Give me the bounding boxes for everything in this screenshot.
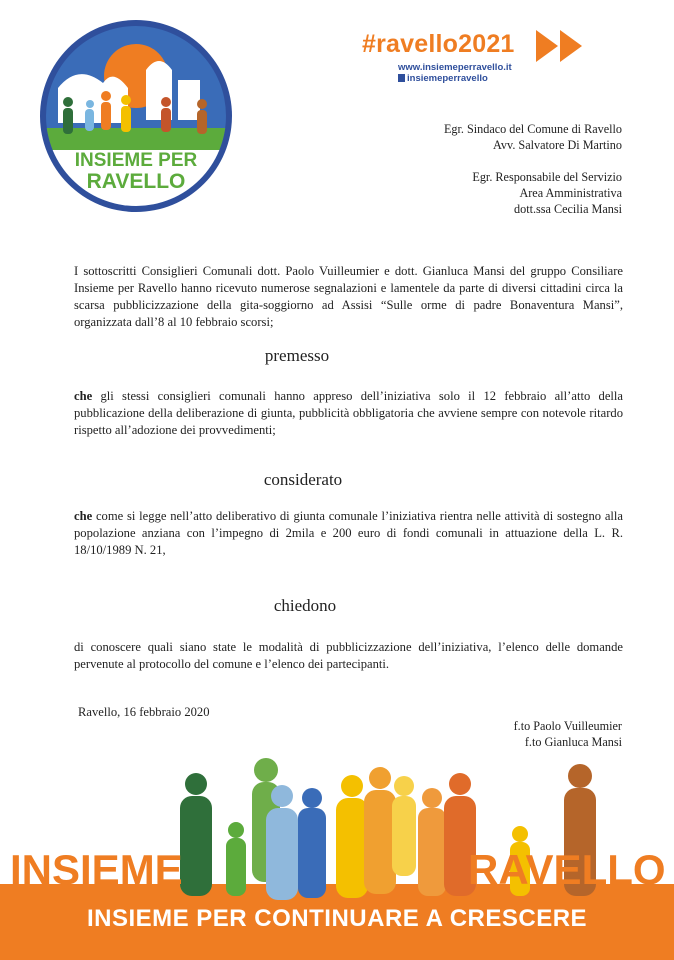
footer-word-left: INSIEME: [10, 846, 183, 893]
intro-paragraph: I sottoscritti Consiglieri Comunali dott. Paolo Vuilleumier e dott. Gianluca Mansi del gruppo Consiliare Insieme per Ravello hanno ricevuto numerose segnalazioni e lamentele da parte di diversi cittadini circa la scarsa pubblicizzazione della gita-soggiorno ad Assisi “Sulle orme di padre Bonaventura Mansi”, organizzata dall’8 al 10 febbraio scorsi;: [74, 264, 623, 329]
che-bold: che: [74, 389, 93, 403]
addressee-line: Avv. Salvatore Di Martino: [493, 138, 622, 152]
signature-line: f.to Paolo Vuilleumier: [513, 719, 622, 733]
signatures: [514, 718, 622, 750]
hashtag: #ravello2021: [362, 30, 515, 58]
facebook-icon: [398, 74, 405, 82]
insieme-per-ravello-logo: [38, 18, 234, 214]
addressee-line: Egr. Sindaco del Comune di Ravello: [443, 122, 622, 136]
considerato-paragraph: [74, 508, 623, 559]
footer-word-right: RAVELLO: [468, 846, 666, 893]
premesso-paragraph: [74, 388, 623, 439]
heading-premesso: premesso: [264, 346, 330, 365]
logo-line1: INSIEME PER: [74, 150, 198, 171]
footer-slogan: INSIEME PER CONTINUARE A CRESCERE: [86, 905, 588, 932]
logo-line2: RAVELLO: [86, 170, 186, 193]
heading-considerato: considerato: [263, 470, 343, 489]
addressee-line: Area Amministrativa: [519, 186, 622, 200]
che-bold: che: [74, 509, 93, 523]
premesso-text: gli stessi consiglieri comunali hanno appreso dell’iniziativa solo il 12 febbraio all’atto della pubblicazione della deliberazione di giunta, pubblicità obbligatoria che avviene sempre con notevole ritardo rispetto all’adozione dei provvedimenti;: [74, 389, 623, 437]
heading-chiedono: chiedono: [273, 596, 337, 615]
chiedono-paragraph: di conoscere quali siano state le modalità di pubblicizzazione dell’iniziativa, l’elenco delle domande pervenute al protocollo del comune e l’elenco dei partecipanti.: [74, 640, 623, 671]
considerato-text: come si legge nell’atto deliberativo di giunta comunale l’iniziativa rientra nelle attività di sostegno alla popolazione anziana con l’impegno di 2mila e 200 euro di fondi comunali in attuazione della L. R. 18/10/1989 N. 21,: [74, 509, 623, 557]
double-arrow-icon: [536, 30, 588, 62]
social-link[interactable]: [398, 73, 512, 84]
signature-line: f.to Gianluca Mansi: [524, 735, 622, 749]
letter-date: Ravello, 16 febbraio 2020: [78, 705, 210, 719]
addressee-manager: [472, 169, 622, 217]
addressee-mayor: [444, 121, 622, 153]
contact-links: [398, 62, 512, 84]
website-link[interactable]: www.insiemeperravello.it: [398, 62, 512, 73]
addressee-line: dott.ssa Cecilia Mansi: [514, 202, 622, 216]
addressee-line: Egr. Responsabile del Servizio: [472, 170, 622, 184]
social-handle: insiemeperravello: [407, 73, 488, 84]
